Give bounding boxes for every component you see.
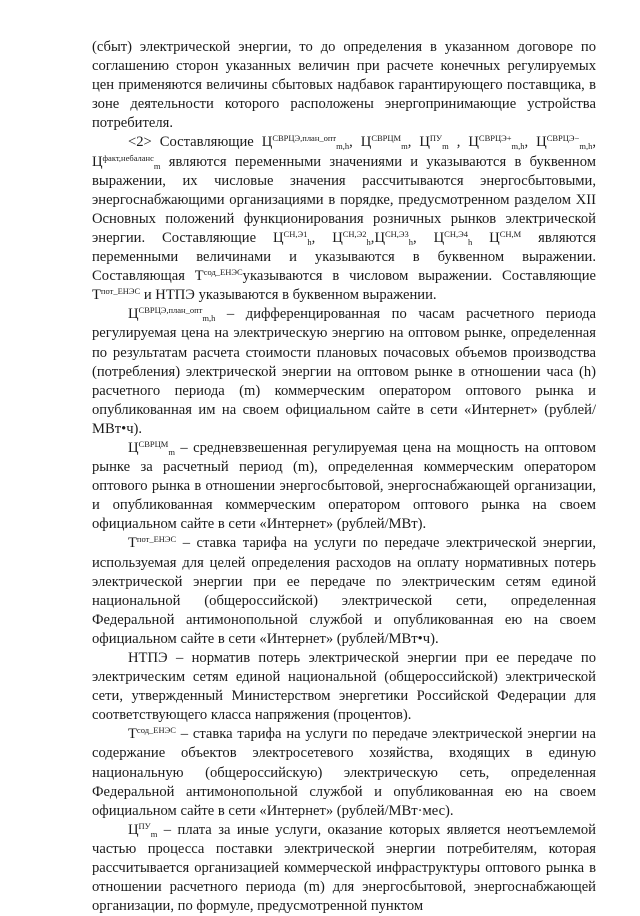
symbol-tariff-pot-enes: $Т^{пот\_ЕНЭС}$	[128, 534, 177, 552]
symbol-price-pu: $Ц^{ПУ}_m$	[419, 133, 449, 152]
note-text-4: указываются в числовом выражении. Составляющие	[242, 268, 596, 285]
definition-sod-enes	[92, 725, 596, 820]
symbol-tariff-sod-enes: $Т^{сод\_ЕНЭС}$	[194, 267, 243, 285]
definition-svrce-plan	[92, 305, 596, 439]
definition-svrcm	[92, 439, 596, 534]
symbol-price-svrce-minus: $Ц^{СВРЦЭ-}_{m,h}$	[536, 133, 593, 152]
definition-text: – плата за иные услуги, оказание которых является неотъемлемой частью процесса поставки электрической энергии потребителям, которая рассчитывается организацией коммерческой инфраструктуры оптового рынка в отношении расчетного периода (m) для энергосбытовой, энергоснабжающей организации, по формуле, предусмотренной пунктом	[92, 821, 596, 915]
symbol-price-svrce-plan: $Ц^{СВРЦЭ,план\_опт}_{m,h}$	[261, 133, 350, 152]
symbol-price-sn-m: $Ц^{СН,М}$	[489, 228, 522, 246]
paragraph-continuation: (сбыт) электрической энергии, то до определения в указанном договоре по соглашению сторон указанных величин при расчете конечных регулируемых цен применяются величины сбытовых надбавок гарантирующего поставщика, в зоне деятельности которого расположены энергопринимающие устройства потребителя.	[92, 39, 596, 132]
symbol-tariff-pot-enes: $Т^{пот\_ЕНЭС}$	[92, 286, 141, 304]
definition-ntpe: НТПЭ – норматив потерь электрической энергии при ее передаче по электрическим сетям единой национальной (общероссийской) электрической сети, утвержденный Министерством энергетики Российской Федерации для соответствующего класса напряжения (процентов).	[92, 650, 596, 724]
symbol-price-pu: $Ц^{ПУ}_m$	[128, 820, 158, 839]
paragraph-note-2: <2> Составляющие $Ц^{СВРЦЭ,план\_опт}_{m,h}$, $Ц^{СВРЦМ}_m$, $Ц^{ПУ}_m$ , $Ц^{СВРЦЭ+}_{m,h}$, $Ц^{СВРЦЭ-}_{m,h}$, $Ц^{факт,небаланс}_m$ являются переменными значениями и указываются в буквенном выражении, их числовые значения рассчитываются энергосбытовыми, энергоснабжающими организациями в порядке, предусмотренном разделом XII Основных положений функционирования розничных рынков электрической энергии. Составляющие $Ц^{СН,Э1}_h$, $Ц^{СН,Э2}_h,Ц^{СН,Э3}_h$, $Ц^{СН,Э4}_h$ $Ц^{СН,М}$ являются переменными величинами и указываются в буквенном выражении. Составляющая $Т^{сод\_ЕНЭС}указываются$ в числовом выражении. Составляющие $Т^{пот\_ЕНЭС}$ и НТПЭ указываются в буквенном выражении.	[92, 133, 596, 304]
note-text-2: являются переменными значениями и указываются в буквенном выражении, их числовые значения рассчитываются энергосбытовыми, энергоснабжающими организациями в порядке, предусмотренном разделом XII Основных положений функционирования розничных рынков электрической энергии. Составляющие	[92, 153, 596, 246]
symbol-price-svrcm: $Ц^{СВРЦМ}_m$	[128, 438, 175, 457]
symbol-tariff-sod-enes: $Т^{сод\_ЕНЭС}$	[128, 725, 176, 743]
definition-text: – дифференцированная по часам расчетного периода регулируемая цена на электрическую энергию на оптовом рынке, определенная по результатам расчета стоимости плановых почасовых объемов производства (потребления) электрической энергии на оптовом рынке в отношении часа (h) расчетного периода (m) коммерческим оператором оптового рынка и опубликованная им на своем официальном сайте в сети «Интернет» (рублей/МВт•ч).	[92, 306, 596, 437]
symbol-price-svrce-plan: $Ц^{СВРЦЭ,план\_опт}_{m,h}$	[128, 305, 216, 324]
definition-text: – средневзвешенная регулируемая цена на мощность на оптовом рынке за расчетный период (m), определенная коммерческим оператором оптового рынка в отношении энергосбытовой, энергоснабжающей организации, и опубликованная коммерческим оператором оптового рынка на своем официальном сайте в сети «Интернет» (рублей/МВт).	[92, 439, 596, 533]
note-text-3: являются переменными величинами и указываются в буквенном выражении. Составляющая	[92, 229, 596, 285]
symbol-price-svrcm: $Ц^{СВРЦМ}_m$	[360, 133, 408, 152]
definition-pot-enes	[92, 534, 596, 649]
symbol-price-sn-e2: $Ц^{СН,Э2}_h$	[332, 228, 371, 247]
note-text-5: и НТПЭ указываются в буквенном выражении.	[140, 287, 437, 304]
note-text-1: <2> Составляющие	[128, 134, 262, 151]
definition-text: – ставка тарифа на услуги по передаче электрической энергии на содержание объектов электросетевого хозяйства, входящих в единую национальную (общероссийскую) электрическую сеть, определенная Федеральной антимонопольной службой и опубликованная ею на своем официальном сайте в сети «Интернет» (рублей/МВт·мес).	[92, 726, 596, 819]
symbol-price-sn-e1: $Ц^{СН,Э1}_h$	[273, 228, 312, 247]
symbol-price-sn-e4: $Ц^{СН,Э4}_h$	[433, 228, 473, 247]
definition-text: – ставка тарифа на услуги по передаче электрической энергии, используемая для целей определения расходов на оплату нормативных потерь электрической энергии при ее передаче по электрическим сетям единой национальной (общероссийской) электрической сети, определенная Федеральной антимонопольной службой и опубликованная ею на своем официальном сайте в сети «Интернет» (рублей/МВт•ч).	[92, 535, 596, 647]
definition-pu	[92, 821, 596, 916]
symbol-price-fact-imbalance: $Ц^{факт,небаланс}_m$	[92, 152, 161, 171]
symbol-price-svrce-plus: $Ц^{СВРЦЭ+}_{m,h}$	[468, 133, 525, 152]
symbol-price-sn-e3: $Ц^{СН,Э3}_h$	[374, 228, 414, 247]
